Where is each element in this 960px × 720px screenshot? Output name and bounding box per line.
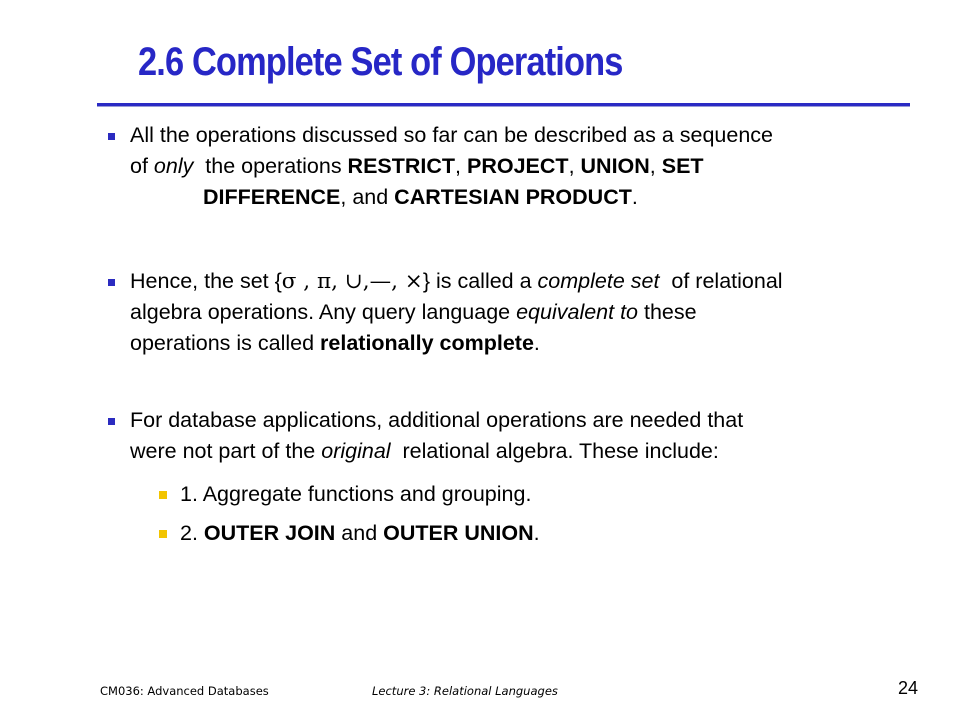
text-run: . [631, 185, 638, 209]
keyword-union: UNION [580, 154, 650, 178]
bullet-line [130, 328, 940, 359]
emphasis-text: original [321, 439, 391, 463]
text-run: the operations [193, 154, 348, 178]
text-run: , [649, 154, 662, 178]
bullet-additional-operations [130, 405, 940, 467]
text-run: , [568, 154, 581, 178]
text-run: of relational [659, 269, 783, 293]
emphasis-text: equivalent to [516, 300, 639, 324]
keyword-difference: DIFFERENCE [203, 185, 341, 209]
keyword-restrict: RESTRICT [347, 154, 456, 178]
text-run: All the operations discussed so far can be described as a sequence [130, 123, 774, 147]
sub-bullet-square-icon [159, 530, 167, 538]
emphasis-text: only [153, 154, 194, 178]
text-run: operations is called [130, 331, 321, 355]
bullet-complete-operations [130, 120, 940, 213]
keyword-relationally-complete: relationally complete [320, 331, 534, 355]
text-run: relational algebra. These include: [390, 439, 719, 463]
bullet-square-icon [108, 279, 115, 286]
text-run: of [130, 154, 154, 178]
text-run: , and [340, 185, 395, 209]
title-underline-shadow [97, 106, 910, 107]
text-run: these [638, 300, 697, 324]
bullet-line [130, 120, 940, 151]
bullet-line [130, 151, 940, 182]
text-run: were not part of the [130, 439, 322, 463]
keyword-cartesian-product: CARTESIAN PRODUCT [394, 185, 632, 209]
bullet-square-icon [108, 418, 115, 425]
bullet-line [130, 405, 940, 436]
keyword-set: SET [661, 154, 704, 178]
keyword-outer-union: OUTER UNION [383, 521, 534, 545]
emphasis-text: complete set [537, 269, 660, 293]
footer-course: CM036: Advanced Databases [100, 684, 269, 698]
text-run: Hence, the set { [130, 269, 282, 293]
sub-bullet-square-icon [159, 491, 167, 499]
text-run: 2. [180, 521, 204, 545]
bullet-line [130, 182, 940, 213]
text-run: algebra operations. Any query language [130, 300, 517, 324]
keyword-project: PROJECT [467, 154, 569, 178]
keyword-outer-join: OUTER JOIN [203, 521, 336, 545]
text-run: and [335, 521, 384, 545]
text-run: , [455, 154, 467, 178]
sub-bullet-aggregate-functions [180, 479, 880, 510]
bullet-line [130, 436, 940, 467]
bullet-square-icon [108, 133, 115, 140]
bullet-line [130, 266, 940, 297]
text-run: . [533, 521, 540, 545]
slide-title: 2.6 Complete Set of Operations [138, 40, 623, 84]
text-run: 1. Aggregate functions and grouping. [180, 482, 532, 506]
text-run: For database applications, additional operations are needed that [130, 408, 744, 432]
sub-bullet-outer-join [180, 518, 880, 549]
footer-lecture: Lecture 3: Relational Languages [372, 684, 558, 698]
text-run: } is called a [422, 269, 538, 293]
operator-symbols: σ , π, ∪,—, × [281, 269, 423, 294]
page-number: 24 [897, 678, 918, 698]
bullet-line [130, 297, 940, 328]
bullet-complete-set [130, 266, 940, 359]
text-run: . [533, 331, 540, 355]
